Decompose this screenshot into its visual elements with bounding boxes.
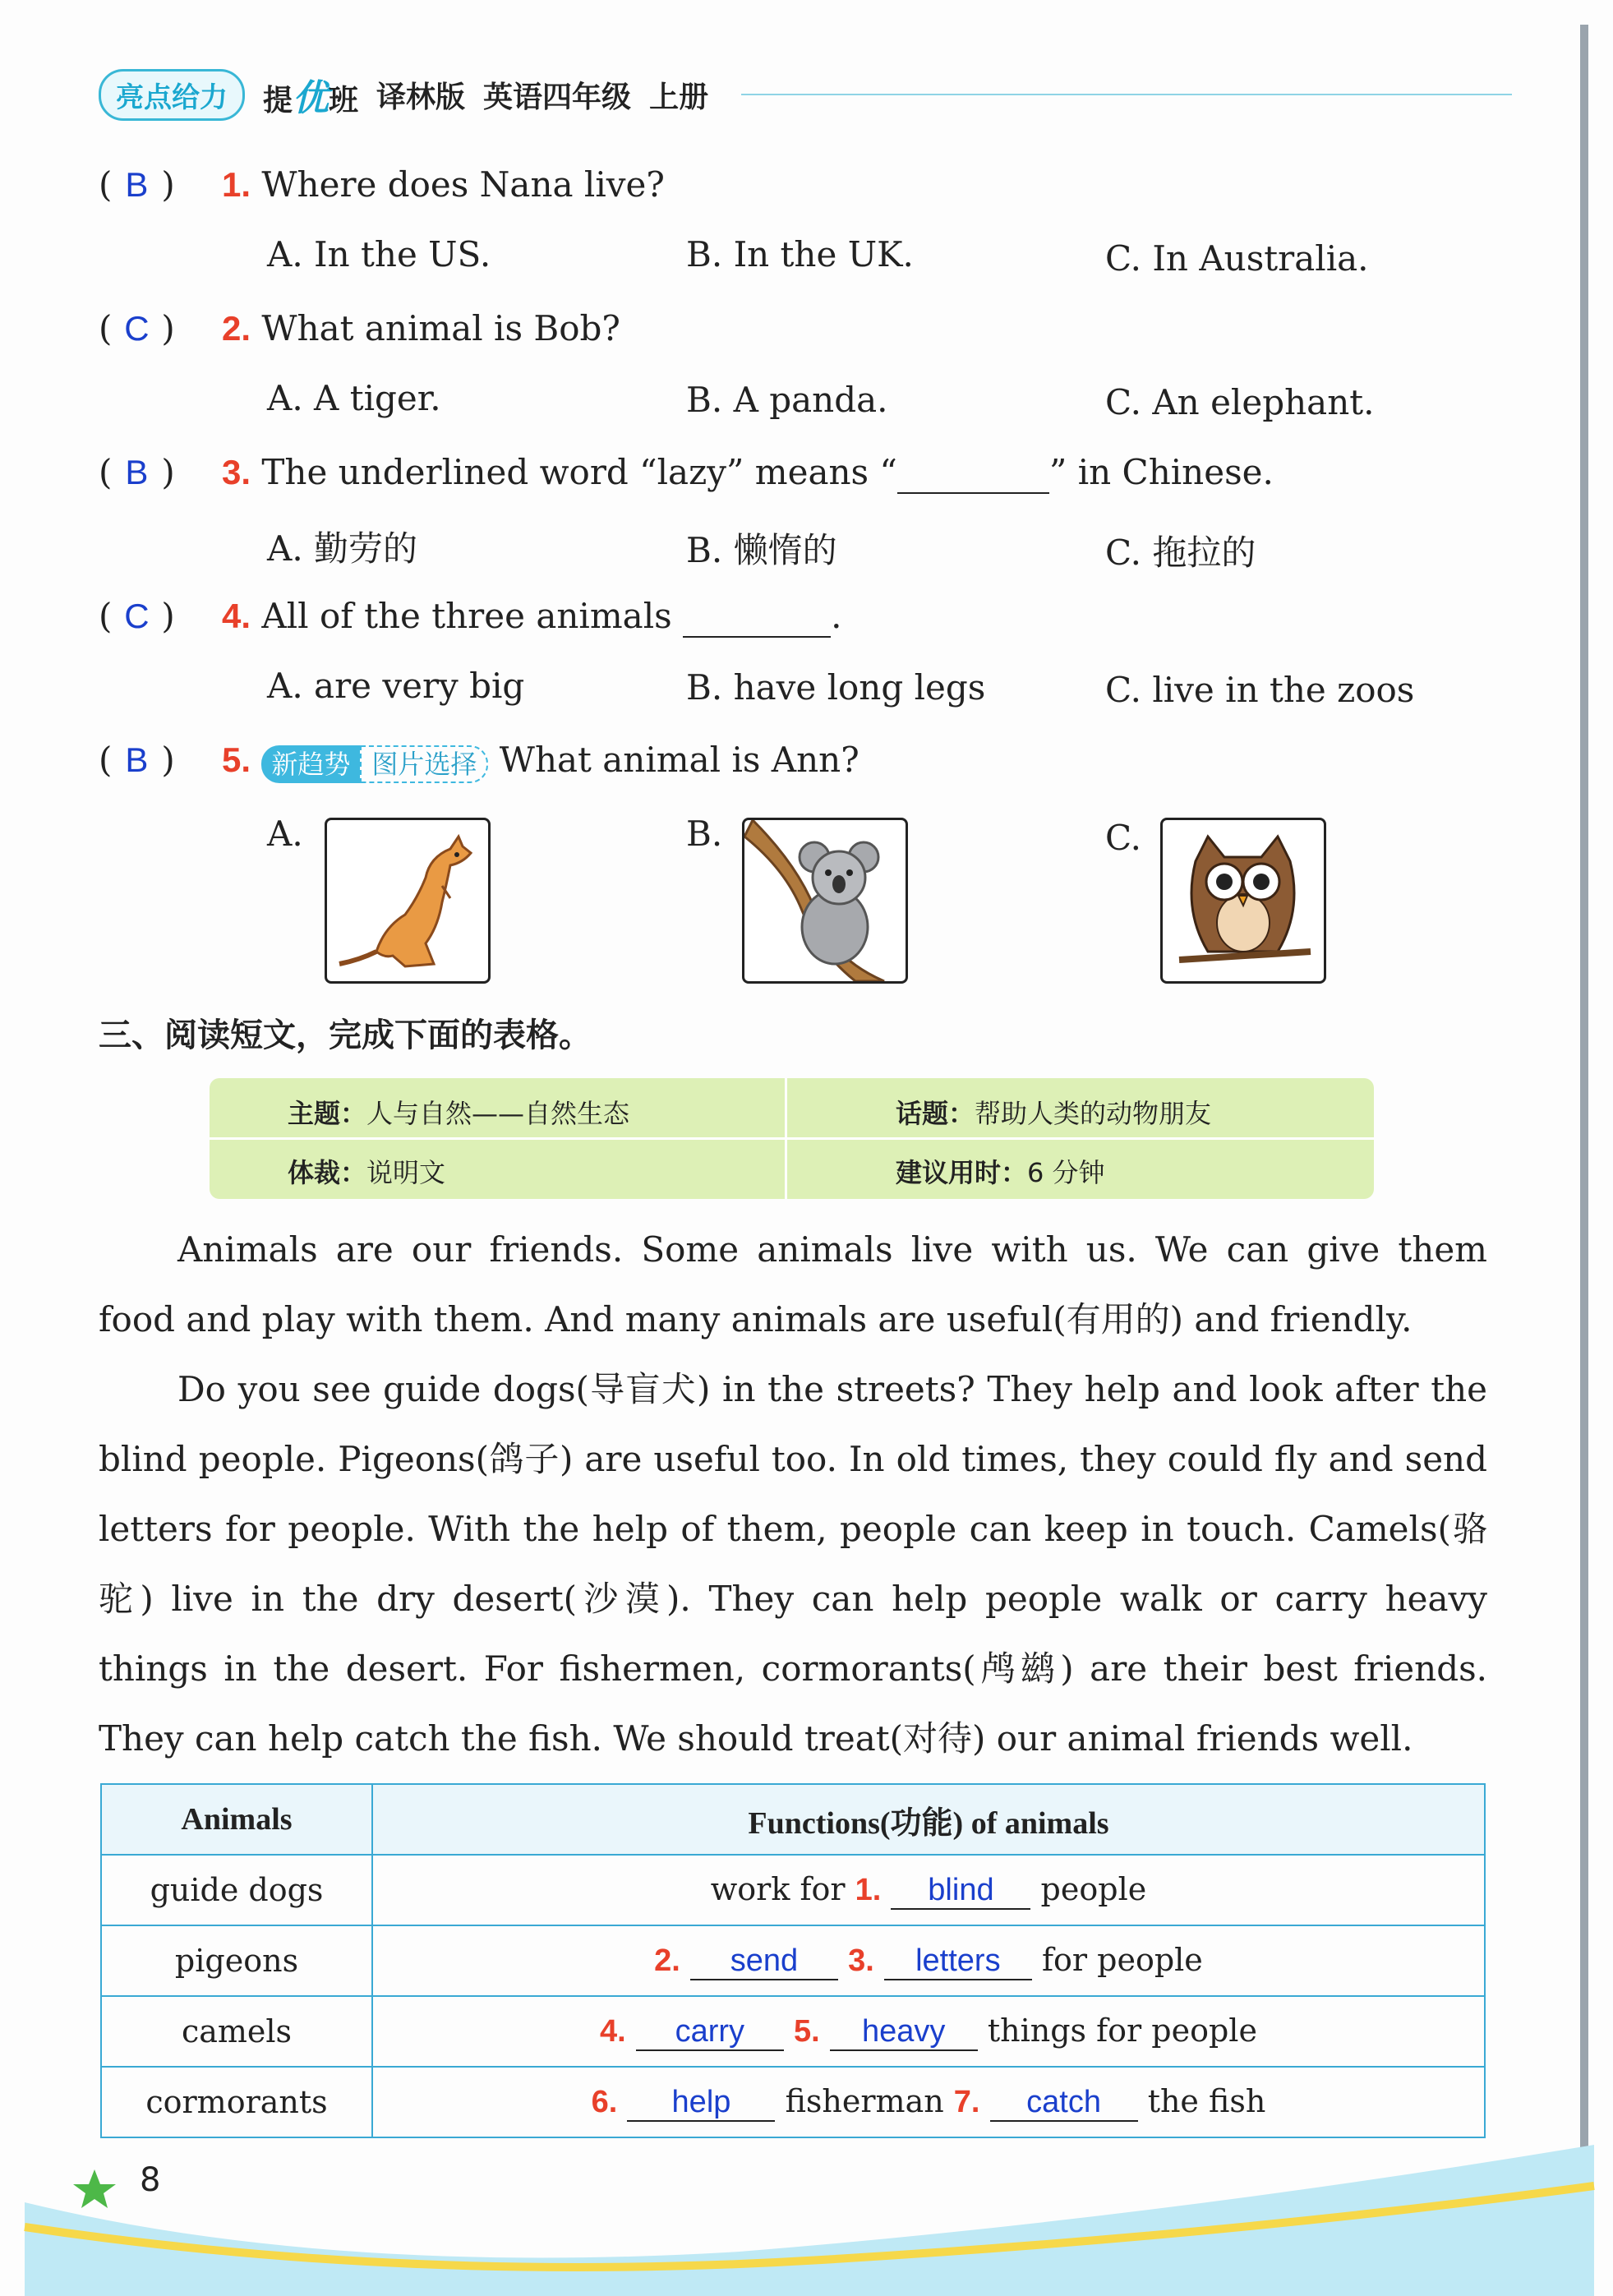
option-2b: B. A panda.: [686, 380, 888, 420]
theme: 主题：人与自然——自然生态: [288, 1098, 630, 1129]
option-5b: B.: [686, 814, 723, 854]
option-4b: B. have long legs: [686, 667, 986, 708]
answer-blank-2[interactable]: send: [690, 1943, 838, 1980]
edition: 译林版: [376, 80, 466, 114]
footer-wave: [0, 2137, 1613, 2296]
volume: 上册: [649, 80, 709, 114]
header: [99, 70, 1512, 119]
section-title: 三、阅读短文，完成下面的表格。: [99, 1017, 592, 1054]
header-divider: [741, 94, 1512, 95]
passage-paragraph-1: Animals are our friends. Some animals live with us. We can give them food and play with them. And many animals are useful(有用的) and friendly.: [99, 1229, 1487, 1339]
answer-blank-1[interactable]: blind: [891, 1873, 1030, 1910]
topic-box: [210, 1078, 1374, 1199]
page-number: 8: [140, 2161, 161, 2199]
option-2a: A. A tiger.: [267, 378, 441, 418]
question-text: What animal is Bob?: [261, 308, 620, 348]
option-4a: A. are very big: [267, 666, 525, 706]
answer-5: B: [125, 740, 149, 779]
trend-badge: 新趋势 图片选择: [261, 744, 488, 781]
table-row: cormorants 6. help fisherman 7. catch the fish: [101, 2067, 1485, 2137]
answer-blank-3[interactable]: letters: [884, 1943, 1032, 1980]
option-1a: A. In the US.: [267, 234, 491, 274]
class-name: 提优班: [263, 77, 359, 119]
option-3c: C. 拖拉的: [1105, 533, 1256, 573]
answer-blank-5[interactable]: heavy: [830, 2014, 978, 2051]
page-edge: [1580, 25, 1588, 2243]
brand-logo: 亮点给力: [99, 69, 245, 121]
question-text: What animal is Ann?: [499, 740, 859, 780]
subject: 英语四年级: [483, 80, 632, 114]
option-3b: B. 懒惰的: [686, 530, 837, 570]
table-header: [101, 1784, 1485, 1855]
option-3a: A. 勤劳的: [267, 528, 418, 569]
genre: 体裁：说明文: [288, 1157, 446, 1188]
option-1c: C. In Australia.: [1105, 238, 1369, 279]
option-2c: C. An elephant.: [1105, 382, 1375, 422]
option-1b: B. In the UK.: [686, 234, 914, 274]
question-4: ( C ) 4. All of the three animals .: [99, 596, 842, 636]
option-5a: A.: [267, 814, 303, 854]
question-5: ( B ) 5. 新趋势 图片选择 What animal is Ann?: [99, 740, 859, 781]
table-row: camels 4. carry 5. heavy things for people: [101, 1996, 1485, 2067]
blank-4: [683, 596, 831, 638]
answer-2: C: [124, 309, 150, 348]
koala-image: [742, 818, 908, 984]
table-row: pigeons 2. send 3. letters for people: [101, 1925, 1485, 1996]
question-1: ( B ) 1. Where does Nana live?: [99, 164, 665, 205]
star-icon: [73, 2169, 116, 2208]
option-5c: C.: [1105, 818, 1141, 858]
question-2: ( C ) 2. What animal is Bob?: [99, 308, 620, 348]
table-row: guide dogs work for 1. blind people: [101, 1855, 1485, 1925]
header-functions: Functions(功能) of animals: [372, 1784, 1485, 1855]
question-text: Where does Nana live?: [261, 164, 665, 205]
topic: 话题：帮助人类的动物朋友: [896, 1098, 1212, 1129]
option-4c: C. live in the zoos: [1105, 670, 1415, 710]
answer-4: C: [124, 597, 150, 635]
functions-table: [100, 1783, 1486, 2138]
kangaroo-image: [325, 818, 491, 984]
owl-image: [1160, 818, 1326, 984]
answer-3: B: [125, 453, 149, 491]
answer-1: B: [125, 165, 149, 204]
suggested-time: 建议用时：6 分钟: [896, 1157, 1105, 1188]
answer-blank-6[interactable]: help: [627, 2085, 775, 2122]
answer-blank-7[interactable]: catch: [990, 2085, 1138, 2122]
passage-paragraph-2: Do you see guide dogs(导盲犬) in the streets? They help and look after the blind people. Pigeons(鸽子) are useful too. In old times, they could fly and send letters for people. With the help of them, people can keep in touch. Camels(骆驼) live in the dry desert(沙漠). They can help people walk or carry heavy things in the desert. For fishermen, cormorants(鸬鹚) are their best friends. They can help catch the fish. We should treat(对待) our animal friends well.: [99, 1369, 1487, 1759]
question-3: ( B ) 3. The underlined word “lazy” means “ ” in Chinese.: [99, 452, 1274, 492]
answer-blank-4[interactable]: carry: [636, 2014, 784, 2051]
blank-3: [897, 452, 1049, 494]
header-animals: Animals: [101, 1784, 372, 1855]
